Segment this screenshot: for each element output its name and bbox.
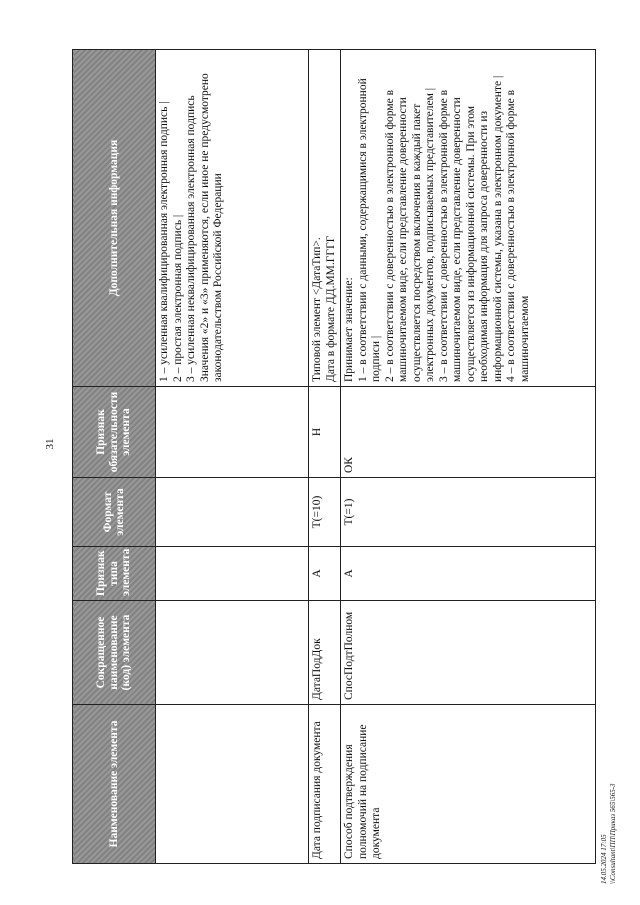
info-line: 1 – в соответствии с данными, содержащимися в электронной подписи | bbox=[356, 78, 382, 382]
table-header-row bbox=[73, 50, 156, 864]
info-line: Дата в формате ДД.ММ.ГГГГ bbox=[324, 235, 337, 382]
cell-format: T(=1) bbox=[341, 478, 596, 547]
cell-name: Способ подтверждения полномочий на подписание документа bbox=[341, 705, 596, 864]
cell-format bbox=[156, 478, 309, 547]
header-name: Наименование элемента bbox=[73, 705, 156, 864]
cell-type: А bbox=[341, 547, 596, 601]
info-line: 3 – в соответствии с доверенностью в электронной форме в машиночитаемом виде, если представление доверенности осуществляется из информационной системы. При этом необходимая информация для запроса доверенности из информационной системы, указана в электронном документе | bbox=[437, 75, 504, 382]
cell-name bbox=[156, 705, 309, 864]
cell-info bbox=[341, 50, 596, 387]
cell-type: А bbox=[309, 547, 341, 601]
info-line: Значения «2» и «3» применяются, если иное не предусмотрено законодательством Российской Федерации bbox=[198, 73, 224, 382]
page-number: 31 bbox=[44, 438, 56, 450]
header-required: Признак обязательности элемента bbox=[73, 387, 156, 478]
info-line: 2 – простая электронная подпись | bbox=[171, 214, 184, 382]
footer-date: 14.05.2024 17:05 bbox=[600, 834, 608, 884]
elements-table bbox=[72, 49, 596, 864]
rotated-table-container bbox=[72, 49, 596, 864]
table-row bbox=[309, 50, 341, 864]
header-info: Дополнительная информация bbox=[73, 50, 156, 387]
header-format: Формат элемента bbox=[73, 478, 156, 547]
info-line: 1 – усиленная квалифицированная электронная подпись | bbox=[158, 101, 170, 382]
footer-stamp bbox=[600, 783, 618, 884]
cell-code: ДатаПодДок bbox=[309, 601, 341, 705]
info-line: Принимает значение: bbox=[343, 277, 355, 382]
cell-name: Дата подписания документа bbox=[309, 705, 341, 864]
info-line: Типовой элемент <ДатаТип>. bbox=[311, 237, 323, 382]
cell-info bbox=[309, 50, 341, 387]
header-code: Сокращенное наименование (код) элемента bbox=[73, 601, 156, 705]
cell-required: ОК bbox=[341, 387, 596, 478]
info-line: 4 – в соответствии с доверенностью в электронной форме в машиночитаемом bbox=[505, 89, 531, 382]
cell-info bbox=[156, 50, 309, 387]
table-row bbox=[341, 50, 596, 864]
footer-path: \\Consultant\ПП\Приказ 565\565-3 bbox=[609, 783, 617, 884]
cell-required: Н bbox=[309, 387, 341, 478]
cell-type bbox=[156, 547, 309, 601]
header-type: Признак типа элемента bbox=[73, 547, 156, 601]
info-line: 3 – усиленная неквалифицированная электронная подпись bbox=[185, 95, 197, 382]
cell-code: СпосПодтПолном bbox=[341, 601, 596, 705]
info-line: 2 – в соответствии с доверенностью в электронной форме в машиночитаемом виде, если представление доверенности осуществляется посредством включения в каждый пакет электронных документов, подписываемых представителем | bbox=[383, 87, 436, 382]
cell-code bbox=[156, 601, 309, 705]
cell-required bbox=[156, 387, 309, 478]
table-row bbox=[156, 50, 309, 864]
cell-format: T(=10) bbox=[309, 478, 341, 547]
